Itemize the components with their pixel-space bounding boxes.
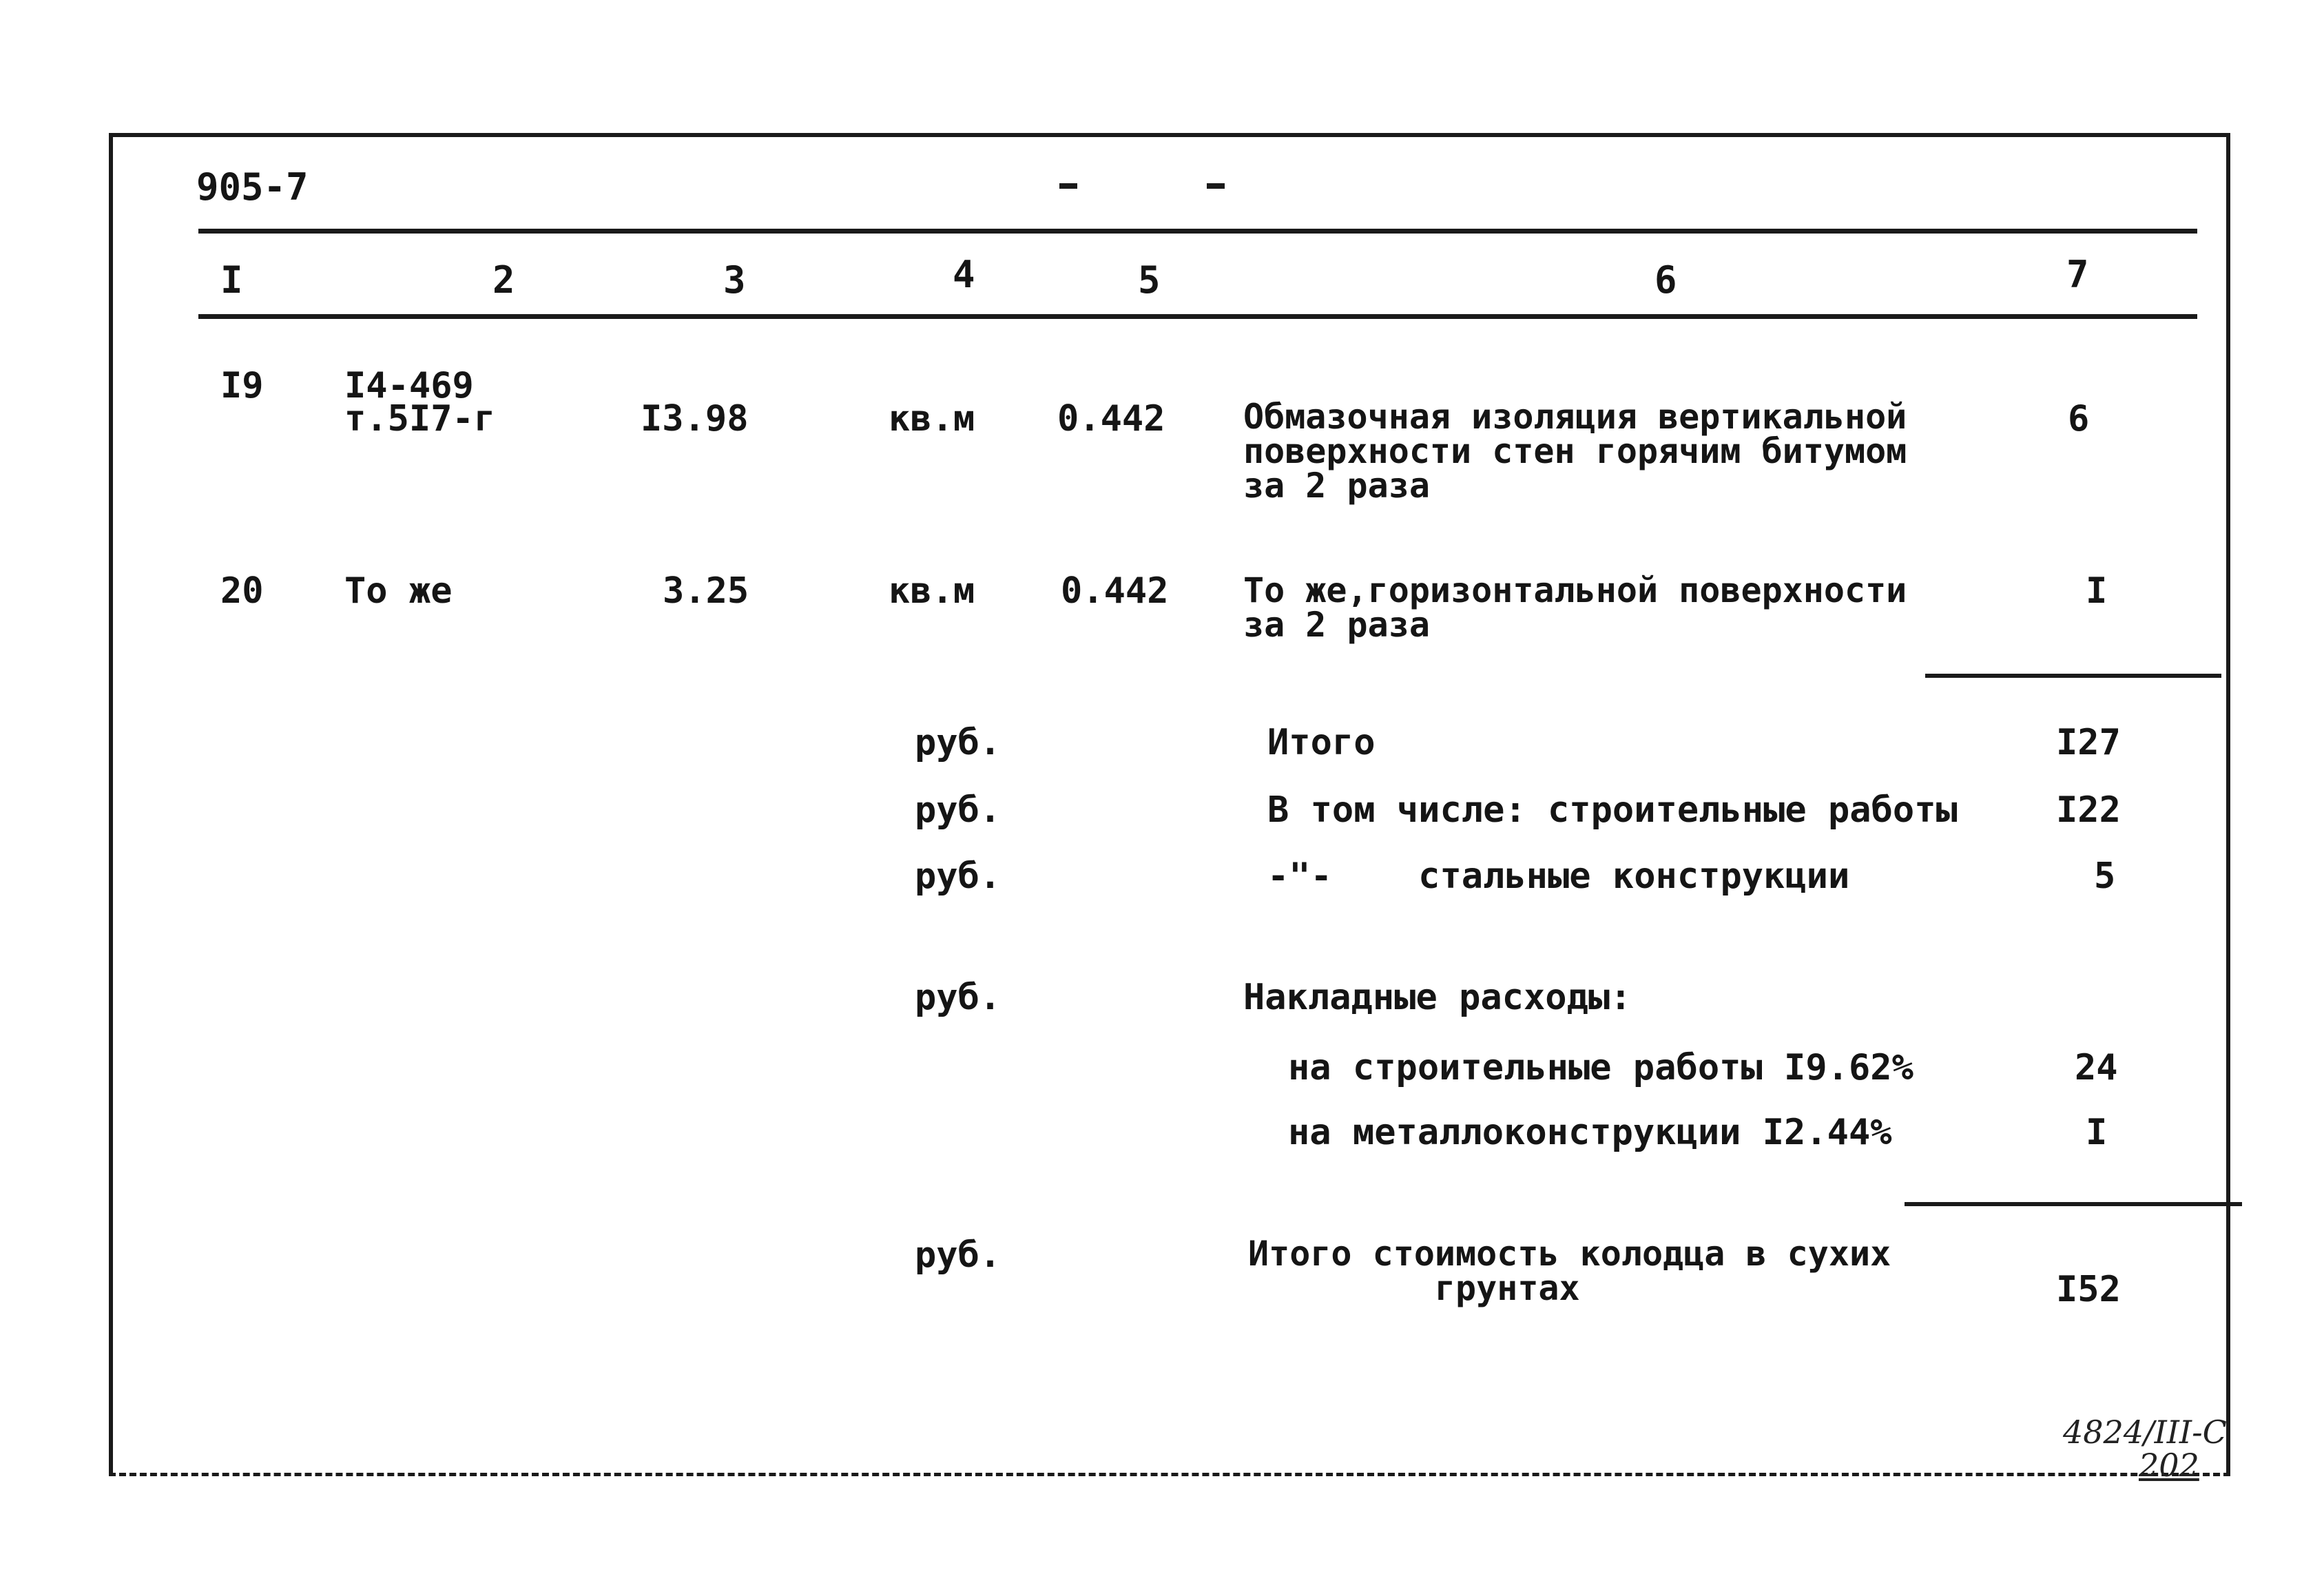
row-total: I: [2086, 570, 2108, 612]
summary-label: -"- стальные конструкции: [1267, 856, 1850, 897]
summary-unit: руб.: [915, 722, 1002, 763]
overhead-unit: руб.: [915, 977, 1002, 1018]
row-number: I9: [220, 365, 264, 406]
summary-value: I22: [2056, 789, 2121, 831]
column-header-4: 4: [953, 253, 975, 296]
header-dash-mark: [1059, 183, 1077, 189]
column-header-2: 2: [492, 258, 515, 302]
header-top-rule: [198, 229, 2197, 234]
overhead-item-label: на металлоконструкции I2.44%: [1288, 1112, 1892, 1153]
row-quantity: 3.25: [663, 570, 749, 612]
grand-total-value: I52: [2056, 1269, 2121, 1310]
summary-unit: руб.: [915, 789, 1002, 831]
overhead-title: Накладные расходы:: [1243, 977, 1632, 1018]
frame-top-border: [109, 133, 2230, 137]
header-bottom-rule: [198, 314, 2197, 319]
frame-right-border: [2226, 133, 2230, 1476]
row-code: I4-469: [344, 365, 474, 406]
grand-total-label: Итого стоимость колодца в сухих грунтах: [1248, 1234, 1891, 1308]
frame-bottom-border: [109, 1473, 2230, 1476]
summary-label: В том числе: строительные работы: [1267, 789, 1958, 831]
header-dash-mark: [1207, 183, 1225, 189]
row-quantity: I3.98: [641, 398, 749, 439]
row-code-table: т.5I7-г: [344, 398, 496, 439]
row-unit: кв.м: [889, 398, 975, 439]
column-header-7: 7: [2066, 253, 2089, 296]
overhead-item-label: на строительные работы I9.62%: [1288, 1047, 1913, 1088]
row-description: Обмазочная изоляция вертикальной поверхности стен горячим битумом за 2 раза: [1243, 397, 1907, 506]
row-code: То же: [344, 570, 453, 612]
row-unit-price: 0.442: [1057, 398, 1165, 439]
grand-total-rule: [1905, 1202, 2242, 1206]
column-header-6: 6: [1654, 258, 1677, 302]
summary-label: Итого: [1267, 722, 1376, 763]
overhead-item-value: 24: [2075, 1047, 2118, 1088]
archive-stamp-page: 202: [2139, 1447, 2199, 1484]
doc-code: 905-7: [196, 165, 309, 209]
column-header-1: I: [220, 258, 243, 302]
row-unit-price: 0.442: [1061, 570, 1169, 612]
summary-value: I27: [2056, 722, 2121, 763]
subtotal-rule: [1925, 674, 2221, 678]
grand-total-unit: руб.: [915, 1234, 1002, 1276]
column-header-5: 5: [1138, 258, 1161, 302]
row-total: 6: [2068, 398, 2090, 439]
frame-left-border: [109, 133, 113, 1476]
summary-unit: руб.: [915, 856, 1002, 897]
archive-stamp-code: 4824/III-С: [2063, 1414, 2227, 1451]
row-description: То же,горизонтальной поверхности за 2 раза: [1243, 570, 1907, 645]
column-header-3: 3: [723, 258, 746, 302]
overhead-item-value: I: [2086, 1112, 2108, 1153]
row-number: 20: [220, 570, 264, 612]
row-unit: кв.м: [889, 570, 975, 612]
summary-value: 5: [2094, 856, 2116, 897]
